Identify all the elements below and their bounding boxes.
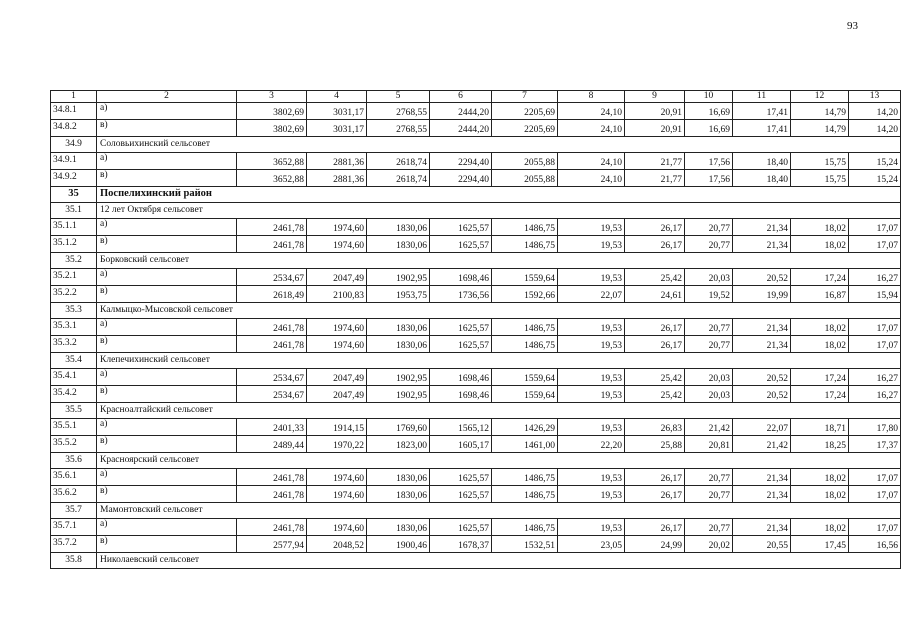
cell-value: 16,27 [849,369,901,386]
row-code: 35.5.1 [51,419,97,436]
cell-value: 1625,57 [430,319,492,336]
table-row [51,336,901,353]
cell-value: 2047,49 [307,386,367,403]
cell-value: 18,02 [791,219,849,236]
column-header: 9 [625,91,685,103]
column-header: 12 [791,91,849,103]
cell-value: 20,77 [685,469,733,486]
row-code: 35.3.1 [51,319,97,336]
table-row [51,219,901,236]
table-row [51,170,901,187]
section-row [51,203,901,219]
row-code: 35.8 [51,553,97,569]
cell-value: 20,77 [685,519,733,536]
cell-value: 19,53 [558,386,625,403]
row-code: 35.3.2 [51,336,97,353]
column-header: 10 [685,91,733,103]
cell-value: 1902,95 [367,369,430,386]
row-code: 35 [51,187,97,203]
row-code: 35.1 [51,203,97,219]
cell-value: 21,34 [733,519,791,536]
cell-value: 1532,51 [492,536,558,553]
cell-value: 16,56 [849,536,901,553]
column-header: 4 [307,91,367,103]
cell-value: 15,75 [791,153,849,170]
table-row [51,469,901,486]
table-row [51,436,901,453]
cell-value: 1830,06 [367,469,430,486]
cell-value: 23,05 [558,536,625,553]
cell-value: 1970,22 [307,436,367,453]
section-title: 12 лет Октября сельсовет [97,203,901,219]
cell-value: 18,02 [791,486,849,503]
cell-value: 18,71 [791,419,849,436]
cell-value: 26,17 [625,486,685,503]
cell-value: 1830,06 [367,486,430,503]
data-table [50,90,901,569]
row-label: а) [97,369,237,386]
cell-value: 1486,75 [492,219,558,236]
column-header: 8 [558,91,625,103]
cell-value: 14,20 [849,103,901,120]
cell-value: 17,24 [791,369,849,386]
cell-value: 20,77 [685,236,733,253]
cell-value: 21,34 [733,336,791,353]
cell-value: 17,24 [791,386,849,403]
row-code: 35.6.1 [51,469,97,486]
row-code: 35.6.2 [51,486,97,503]
section-title: Калмыцко-Мысовской сельсовет [97,303,901,319]
cell-value: 25,42 [625,269,685,286]
section-title: Борковский сельсовет [97,253,901,269]
cell-value: 1974,60 [307,469,367,486]
cell-value: 2618,74 [367,153,430,170]
cell-value: 16,69 [685,120,733,137]
cell-value: 2461,78 [237,469,307,486]
cell-value: 18,02 [791,236,849,253]
cell-value: 24,10 [558,170,625,187]
cell-value: 21,77 [625,170,685,187]
row-code: 35.7.2 [51,536,97,553]
table-row [51,236,901,253]
cell-value: 2047,49 [307,369,367,386]
row-label: а) [97,319,237,336]
cell-value: 2881,36 [307,153,367,170]
row-code: 35.4.1 [51,369,97,386]
cell-value: 1592,66 [492,286,558,303]
cell-value: 21,42 [685,419,733,436]
cell-value: 26,17 [625,336,685,353]
cell-value: 17,56 [685,153,733,170]
row-code: 34.9.2 [51,170,97,187]
column-header: 1 [51,91,97,103]
column-header: 7 [492,91,558,103]
cell-value: 2047,49 [307,269,367,286]
cell-value: 18,40 [733,153,791,170]
cell-value: 2534,67 [237,386,307,403]
cell-value: 1974,60 [307,219,367,236]
cell-value: 1953,75 [367,286,430,303]
row-label: а) [97,103,237,120]
cell-value: 1486,75 [492,469,558,486]
section-title: Клепечихинский сельсовет [97,353,901,369]
cell-value: 14,79 [791,120,849,137]
cell-value: 3652,88 [237,170,307,187]
cell-value: 2768,55 [367,103,430,120]
cell-value: 21,34 [733,319,791,336]
cell-value: 20,52 [733,386,791,403]
cell-value: 20,77 [685,336,733,353]
section-row [51,187,901,203]
section-title: Николаевский сельсовет [97,553,901,569]
table-row [51,386,901,403]
cell-value: 15,24 [849,170,901,187]
cell-value: 21,34 [733,486,791,503]
cell-value: 21,34 [733,219,791,236]
cell-value: 20,77 [685,219,733,236]
cell-value: 2461,78 [237,219,307,236]
cell-value: 19,53 [558,486,625,503]
cell-value: 1830,06 [367,336,430,353]
row-code: 34.9 [51,137,97,153]
cell-value: 2534,67 [237,269,307,286]
row-code: 35.5 [51,403,97,419]
cell-value: 1698,46 [430,269,492,286]
section-row [51,553,901,569]
cell-value: 25,42 [625,369,685,386]
table-row [51,519,901,536]
section-row [51,353,901,369]
cell-value: 22,20 [558,436,625,453]
cell-value: 19,53 [558,419,625,436]
table-row [51,536,901,553]
cell-value: 3652,88 [237,153,307,170]
cell-value: 3031,17 [307,120,367,137]
cell-value: 18,40 [733,170,791,187]
cell-value: 26,17 [625,219,685,236]
section-title: Красноалтайский сельсовет [97,403,901,419]
cell-value: 20,03 [685,369,733,386]
cell-value: 1769,60 [367,419,430,436]
cell-value: 2205,69 [492,103,558,120]
cell-value: 2618,49 [237,286,307,303]
cell-value: 1974,60 [307,336,367,353]
cell-value: 20,02 [685,536,733,553]
cell-value: 14,20 [849,120,901,137]
cell-value: 15,24 [849,153,901,170]
cell-value: 1625,57 [430,336,492,353]
cell-value: 3031,17 [307,103,367,120]
section-row [51,403,901,419]
cell-value: 2401,33 [237,419,307,436]
row-code: 35.1.1 [51,219,97,236]
cell-value: 20,91 [625,103,685,120]
section-title: Поспелихинский район [97,187,901,203]
cell-value: 26,17 [625,236,685,253]
cell-value: 1823,00 [367,436,430,453]
cell-value: 19,52 [685,286,733,303]
cell-value: 1830,06 [367,219,430,236]
column-header: 5 [367,91,430,103]
table-row [51,120,901,137]
cell-value: 17,41 [733,120,791,137]
section-row [51,303,901,319]
cell-value: 2461,78 [237,336,307,353]
cell-value: 2205,69 [492,120,558,137]
column-header: 3 [237,91,307,103]
row-label: в) [97,536,237,553]
cell-value: 1486,75 [492,336,558,353]
cell-value: 1461,00 [492,436,558,453]
cell-value: 21,34 [733,236,791,253]
cell-value: 1559,64 [492,269,558,286]
cell-value: 1902,95 [367,386,430,403]
cell-value: 1736,56 [430,286,492,303]
row-code: 35.2 [51,253,97,269]
cell-value: 1678,37 [430,536,492,553]
cell-value: 24,99 [625,536,685,553]
cell-value: 1559,64 [492,369,558,386]
cell-value: 1426,29 [492,419,558,436]
cell-value: 1830,06 [367,519,430,536]
cell-value: 14,79 [791,103,849,120]
section-row [51,137,901,153]
row-label: а) [97,219,237,236]
row-label: в) [97,286,237,303]
cell-value: 21,77 [625,153,685,170]
cell-value: 26,17 [625,319,685,336]
row-label: в) [97,486,237,503]
cell-value: 17,24 [791,269,849,286]
cell-value: 1486,75 [492,236,558,253]
cell-value: 18,02 [791,519,849,536]
cell-value: 15,94 [849,286,901,303]
cell-value: 2577,94 [237,536,307,553]
row-label: а) [97,153,237,170]
cell-value: 17,80 [849,419,901,436]
cell-value: 21,42 [733,436,791,453]
cell-value: 2294,40 [430,153,492,170]
cell-value: 21,34 [733,469,791,486]
row-code: 35.4.2 [51,386,97,403]
row-label: а) [97,269,237,286]
cell-value: 17,56 [685,170,733,187]
column-header: 11 [733,91,791,103]
cell-value: 20,77 [685,486,733,503]
cell-value: 20,91 [625,120,685,137]
cell-value: 17,07 [849,236,901,253]
row-label: в) [97,120,237,137]
cell-value: 15,75 [791,170,849,187]
column-header: 13 [849,91,901,103]
row-label: а) [97,469,237,486]
row-label: в) [97,170,237,187]
cell-value: 1625,57 [430,469,492,486]
cell-value: 22,07 [558,286,625,303]
cell-value: 17,37 [849,436,901,453]
cell-value: 20,77 [685,319,733,336]
section-title: Соловьихинский сельсовет [97,137,901,153]
row-code: 35.2.1 [51,269,97,286]
table-row [51,269,901,286]
cell-value: 1974,60 [307,519,367,536]
row-label: а) [97,419,237,436]
row-code: 35.4 [51,353,97,369]
cell-value: 24,61 [625,286,685,303]
row-label: а) [97,519,237,536]
cell-value: 1902,95 [367,269,430,286]
section-title: Мамонтовский сельсовет [97,503,901,519]
cell-value: 2489,44 [237,436,307,453]
cell-value: 2461,78 [237,486,307,503]
cell-value: 19,53 [558,219,625,236]
cell-value: 2100,83 [307,286,367,303]
row-label: в) [97,336,237,353]
row-code: 35.3 [51,303,97,319]
cell-value: 19,53 [558,469,625,486]
table-row [51,486,901,503]
cell-value: 2055,88 [492,153,558,170]
table-row [51,286,901,303]
cell-value: 24,10 [558,103,625,120]
cell-value: 17,07 [849,469,901,486]
cell-value: 20,81 [685,436,733,453]
cell-value: 1914,15 [307,419,367,436]
row-code: 35.5.2 [51,436,97,453]
table-row [51,153,901,170]
cell-value: 17,07 [849,319,901,336]
cell-value: 2444,20 [430,120,492,137]
cell-value: 16,87 [791,286,849,303]
cell-value: 16,27 [849,269,901,286]
cell-value: 18,02 [791,469,849,486]
cell-value: 17,45 [791,536,849,553]
row-code: 35.1.2 [51,236,97,253]
cell-value: 20,55 [733,536,791,553]
cell-value: 18,02 [791,319,849,336]
cell-value: 1830,06 [367,319,430,336]
section-row [51,453,901,469]
cell-value: 1974,60 [307,486,367,503]
cell-value: 2048,52 [307,536,367,553]
cell-value: 17,07 [849,336,901,353]
cell-value: 1625,57 [430,486,492,503]
cell-value: 24,10 [558,153,625,170]
section-row [51,253,901,269]
cell-value: 26,17 [625,469,685,486]
cell-value: 26,17 [625,519,685,536]
cell-value: 16,27 [849,386,901,403]
cell-value: 18,25 [791,436,849,453]
cell-value: 1974,60 [307,319,367,336]
section-title: Красноярский сельсовет [97,453,901,469]
column-header: 6 [430,91,492,103]
cell-value: 22,07 [733,419,791,436]
cell-value: 2055,88 [492,170,558,187]
row-label: в) [97,386,237,403]
cell-value: 1605,17 [430,436,492,453]
cell-value: 1559,64 [492,386,558,403]
cell-value: 2461,78 [237,519,307,536]
cell-value: 16,69 [685,103,733,120]
cell-value: 1625,57 [430,519,492,536]
cell-value: 1486,75 [492,486,558,503]
cell-value: 18,02 [791,336,849,353]
row-code: 35.7.1 [51,519,97,536]
cell-value: 1486,75 [492,319,558,336]
cell-value: 19,99 [733,286,791,303]
cell-value: 20,52 [733,269,791,286]
cell-value: 2461,78 [237,319,307,336]
page-number: 93 [847,20,858,32]
cell-value: 1625,57 [430,236,492,253]
table-row [51,319,901,336]
row-code: 34.8.2 [51,120,97,137]
cell-value: 2768,55 [367,120,430,137]
cell-value: 3802,69 [237,120,307,137]
table-row [51,369,901,386]
cell-value: 1486,75 [492,519,558,536]
cell-value: 19,53 [558,319,625,336]
row-code: 35.6 [51,453,97,469]
cell-value: 2618,74 [367,170,430,187]
cell-value: 17,07 [849,486,901,503]
row-code: 34.9.1 [51,153,97,170]
cell-value: 19,53 [558,336,625,353]
cell-value: 1974,60 [307,236,367,253]
cell-value: 2294,40 [430,170,492,187]
cell-value: 1625,57 [430,219,492,236]
cell-value: 2881,36 [307,170,367,187]
column-header: 2 [97,91,237,103]
cell-value: 2444,20 [430,103,492,120]
cell-value: 24,10 [558,120,625,137]
cell-value: 1698,46 [430,386,492,403]
cell-value: 25,88 [625,436,685,453]
cell-value: 1565,12 [430,419,492,436]
cell-value: 19,53 [558,269,625,286]
cell-value: 1900,46 [367,536,430,553]
row-code: 34.8.1 [51,103,97,120]
cell-value: 17,41 [733,103,791,120]
cell-value: 2534,67 [237,369,307,386]
section-row [51,503,901,519]
cell-value: 19,53 [558,519,625,536]
cell-value: 17,07 [849,219,901,236]
table-row [51,103,901,120]
cell-value: 1830,06 [367,236,430,253]
cell-value: 19,53 [558,369,625,386]
row-code: 35.2.2 [51,286,97,303]
cell-value: 2461,78 [237,236,307,253]
row-label: в) [97,436,237,453]
row-code: 35.7 [51,503,97,519]
table-row [51,419,901,436]
cell-value: 3802,69 [237,103,307,120]
cell-value: 1698,46 [430,369,492,386]
cell-value: 20,03 [685,386,733,403]
cell-value: 26,83 [625,419,685,436]
cell-value: 20,52 [733,369,791,386]
cell-value: 19,53 [558,236,625,253]
cell-value: 17,07 [849,519,901,536]
cell-value: 25,42 [625,386,685,403]
cell-value: 20,03 [685,269,733,286]
table-header-row [51,91,901,103]
row-label: в) [97,236,237,253]
